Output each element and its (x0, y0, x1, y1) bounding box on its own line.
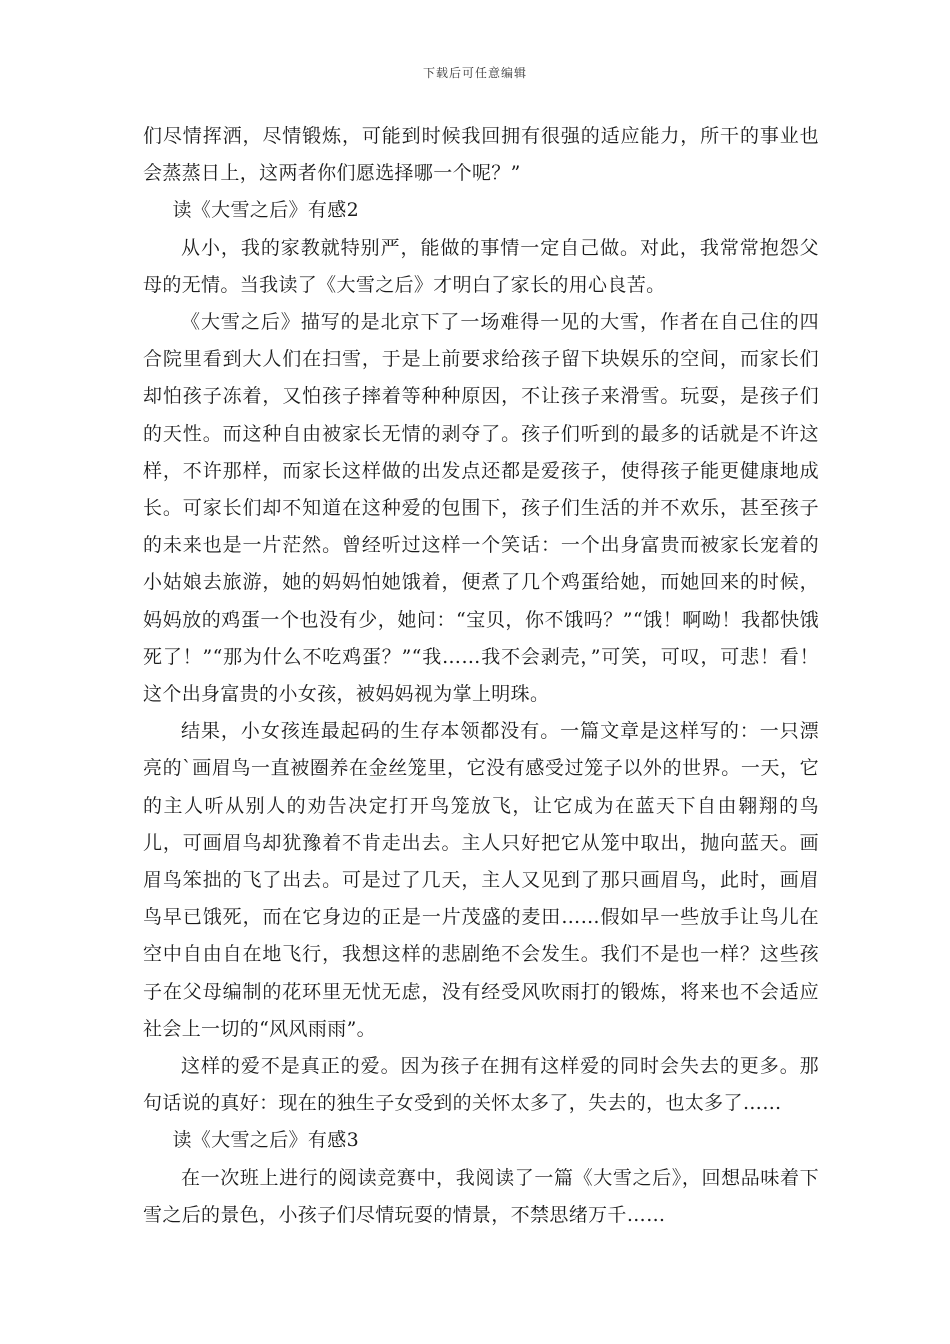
document-body (143, 118, 819, 1234)
paragraph: 《大雪之后》描写的是北京下了一场难得一见的大雪，作者在自己住的四合院里看到大人们在扫雪，于是上前要求给孩子留下块娱乐的空间，而家长们却怕孩子冻着，又怕孩子摔着等种种原因，不让孩子来滑雪。玩耍，是孩子们的天性。而这种自由被家长无情的剥夺了。孩子们听到的最多的话就是不许这样，不许那样，而家长这样做的出发点还都是爱孩子，使得孩子能更健康地成长。可家长们却不知道在这种爱的包围下，孩子们生活的并不欢乐，甚至孩子的未来也是一片茫然。曾经听过这样一个笑话：一个出身富贵而被家长宠着的小姑娘去旅游，她的妈妈怕她饿着，便煮了几个鸡蛋给她，而她回来的时候，妈妈放的鸡蛋一个也没有少，她问：“宝贝，你不饿吗？”“饿！啊呦！我都快饿死了！”“那为什么不吃鸡蛋？”“我……我不会剥壳，”可笑，可叹，可悲！看！这个出身富贵的小女孩，被妈妈视为掌上明珠。 (143, 311, 819, 706)
section-heading-2: 读《大雪之后》有感2 (172, 199, 360, 222)
paragraph-continuation: 们尽情挥洒，尽情锻炼，可能到时候我回拥有很强的适应能力，所干的事业也会蒸蒸日上，这两者你们愿选择哪一个呢？” (143, 125, 819, 185)
paragraph: 这样的爱不是真正的爱。因为孩子在拥有这样爱的同时会失去的更多。那句话说的真好：现在的独生子女受到的关怀太多了，失去的，也太多了…… (143, 1055, 819, 1115)
paragraph: 在一次班上进行的阅读竞赛中，我阅读了一篇《大雪之后》，回想品味着下雪之后的景色，小孩子们尽情玩耍的情景，不禁思绪万千…… (143, 1166, 819, 1226)
section-heading-3: 读《大雪之后》有感3 (172, 1129, 360, 1152)
page-header: 下载后可任意编辑 (422, 66, 527, 80)
paragraph: 从小，我的家教就特别严，能做的事情一定自己做。对此，我常常抱怨父母的无情。当我读了《大雪之后》才明白了家长的用心良苦。 (143, 236, 819, 296)
paragraph: 结果，小女孩连最起码的生存本领都没有。一篇文章是这样写的：一只漂亮的`画眉鸟一直被圈养在金丝笼里，它没有感受过笼子以外的世界。一天，它的主人听从别人的劝告决定打开鸟笼放飞，让它成为在蓝天下自由翱翔的鸟儿，可画眉鸟却犹豫着不肯走出去。主人只好把它从笼中取出，抛向蓝天。画眉鸟笨拙的飞了出去。可是过了几天，主人又见到了那只画眉鸟，此时，画眉鸟早已饿死，而在它身边的正是一片茂盛的麦田……假如早一些放手让鸟儿在空中自由自在地飞行，我想这样的悲剧绝不会发生。我们不是也一样？这些孩子在父母编制的花环里无忧无虑，没有经受风吹雨打的锻炼，将来也不会适应社会上一切的“风风雨雨”。 (143, 720, 819, 1040)
